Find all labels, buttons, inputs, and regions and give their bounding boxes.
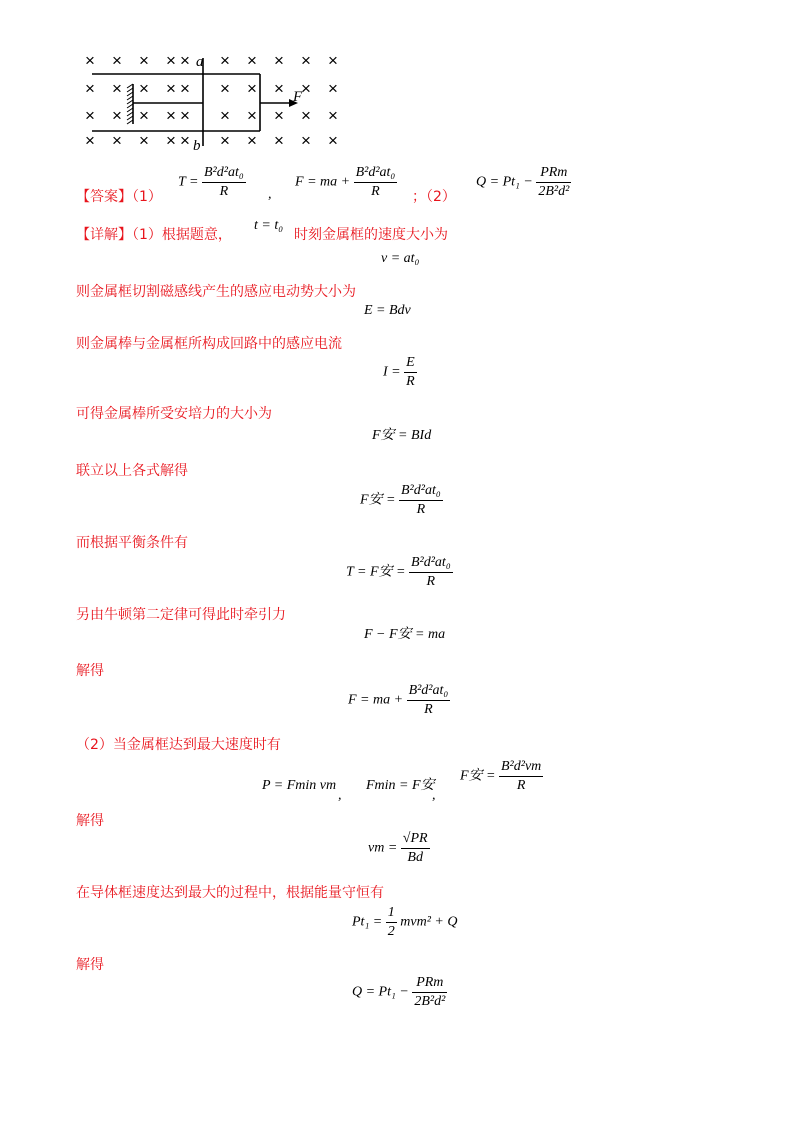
hatch-line bbox=[127, 92, 133, 96]
answer-eq-T: T = $\frac{\text{B²d²at₀}}{R}$ bbox=[178, 165, 244, 199]
field-cross: × bbox=[166, 79, 176, 98]
field-cross: × bbox=[301, 131, 311, 150]
line-part2: （2）当金属框达到最大速度时有 bbox=[76, 737, 281, 753]
detail-suffix: 时刻金属框的速度大小为 bbox=[294, 227, 448, 243]
eq-E: E = Bdv bbox=[364, 303, 411, 318]
eq-v: v = at₀ bbox=[381, 251, 420, 266]
label-b: b bbox=[193, 138, 201, 154]
eq-Q-result: Q = Pt₁ − $\frac{\text{PRm}}{\text{2B²d²}}$ bbox=[352, 975, 446, 1009]
eq-Fan-result: F安 = $\frac{\text{B²d²at₀}}{R}$ bbox=[360, 483, 441, 517]
field-cross: × bbox=[166, 51, 176, 70]
eq-energy: Pt₁ = $\frac{1}{2}$ mvm² + Q bbox=[352, 905, 458, 939]
hatch-line bbox=[127, 108, 133, 112]
eq-T-balance: T = F安 = $\frac{\text{B²d²at₀}}{R}$ bbox=[346, 555, 451, 589]
eq-F-result: F = ma + $\frac{\text{B²d²at₀}}{R}$ bbox=[348, 683, 449, 717]
magnetic-field-circuit-diagram bbox=[80, 44, 370, 156]
field-cross: × bbox=[112, 51, 122, 70]
detail-prefix: 【详解】（1）根据题意， bbox=[76, 227, 232, 243]
hatch-line bbox=[127, 104, 133, 108]
field-cross: × bbox=[247, 79, 257, 98]
eq-P: P = Fmin vm bbox=[262, 778, 337, 793]
field-cross: × bbox=[328, 131, 338, 150]
field-cross: × bbox=[328, 79, 338, 98]
field-cross: × bbox=[112, 131, 122, 150]
answer-prefix: 【答案】（1） bbox=[76, 189, 162, 205]
field-cross: × bbox=[85, 51, 95, 70]
line-emf: 则金属框切割磁感线产生的感应电动势大小为 bbox=[76, 284, 356, 300]
answer-comma-1: , bbox=[268, 187, 272, 202]
wall-hatching bbox=[127, 84, 133, 124]
hatch-line bbox=[127, 100, 133, 104]
field-cross: × bbox=[112, 79, 122, 98]
eq-vm: vm = $\frac{√PR}{Bd}$ bbox=[368, 831, 428, 865]
hatch-line bbox=[127, 96, 133, 100]
comma-2: , bbox=[338, 788, 342, 803]
field-cross: × bbox=[247, 106, 257, 125]
field-cross: × bbox=[85, 79, 95, 98]
line-newton: 另由牛顿第二定律可得此时牵引力 bbox=[76, 607, 286, 623]
eq-t-t0: t = t₀ bbox=[254, 218, 284, 233]
line-balance: 而根据平衡条件有 bbox=[76, 535, 188, 551]
hatch-line bbox=[127, 84, 133, 88]
label-a: a bbox=[196, 54, 204, 70]
line-solve3: 解得 bbox=[76, 957, 104, 973]
field-cross: × bbox=[274, 106, 284, 125]
field-cross: × bbox=[85, 106, 95, 125]
eq-Fmin: Fmin = F安 bbox=[366, 778, 435, 793]
field-cross: × bbox=[301, 106, 311, 125]
line-current: 则金属棒与金属框所构成回路中的感应电流 bbox=[76, 336, 342, 352]
field-cross: × bbox=[301, 51, 311, 70]
field-cross: × bbox=[220, 79, 230, 98]
field-cross: × bbox=[247, 131, 257, 150]
eq-I: I = $\frac{E}{R}$ bbox=[383, 355, 415, 389]
field-cross: × bbox=[139, 79, 149, 98]
line-solve1: 解得 bbox=[76, 663, 104, 679]
answer-eq-F: F = ma + $\frac{\text{B²d²at₀}}{R}$ bbox=[295, 165, 396, 199]
field-cross: × bbox=[180, 131, 190, 150]
eq-newton: F − F安 = ma bbox=[364, 627, 446, 642]
label-F: F bbox=[293, 89, 303, 105]
field-cross: × bbox=[139, 106, 149, 125]
hatch-line bbox=[127, 88, 133, 92]
field-cross: × bbox=[274, 51, 284, 70]
field-cross: × bbox=[247, 51, 257, 70]
hatch-line bbox=[127, 120, 133, 124]
field-cross: × bbox=[220, 106, 230, 125]
field-cross: × bbox=[166, 131, 176, 150]
field-cross: × bbox=[301, 79, 311, 98]
field-cross: × bbox=[180, 106, 190, 125]
field-cross: × bbox=[328, 51, 338, 70]
field-cross: × bbox=[180, 51, 190, 70]
eq-Fan: F安 = BId bbox=[372, 428, 432, 443]
answer-eq-Q: Q = Pt₁ − $\frac{\text{PRm}}{\text{2B²d²}}$ bbox=[476, 165, 570, 199]
field-cross: × bbox=[139, 51, 149, 70]
field-cross: × bbox=[180, 79, 190, 98]
eq-Fan-vm: F安 = $\frac{\text{B²d²vm}}{R}$ bbox=[460, 759, 542, 793]
field-cross: × bbox=[112, 106, 122, 125]
field-cross: × bbox=[274, 79, 284, 98]
field-cross: × bbox=[220, 131, 230, 150]
comma-3: , bbox=[432, 788, 436, 803]
line-ampere: 可得金属棒所受安培力的大小为 bbox=[76, 406, 272, 422]
hatch-line bbox=[127, 112, 133, 116]
field-cross: × bbox=[328, 106, 338, 125]
line-combine: 联立以上各式解得 bbox=[76, 463, 188, 479]
hatch-line bbox=[127, 116, 133, 120]
line-solve2: 解得 bbox=[76, 813, 104, 829]
line-energy: 在导体框速度达到最大的过程中，根据能量守恒有 bbox=[76, 885, 384, 901]
answer-part2: ；（2） bbox=[412, 189, 456, 205]
field-cross: × bbox=[220, 51, 230, 70]
field-cross: × bbox=[166, 106, 176, 125]
field-cross: × bbox=[85, 131, 95, 150]
field-cross: × bbox=[139, 131, 149, 150]
field-cross: × bbox=[274, 131, 284, 150]
